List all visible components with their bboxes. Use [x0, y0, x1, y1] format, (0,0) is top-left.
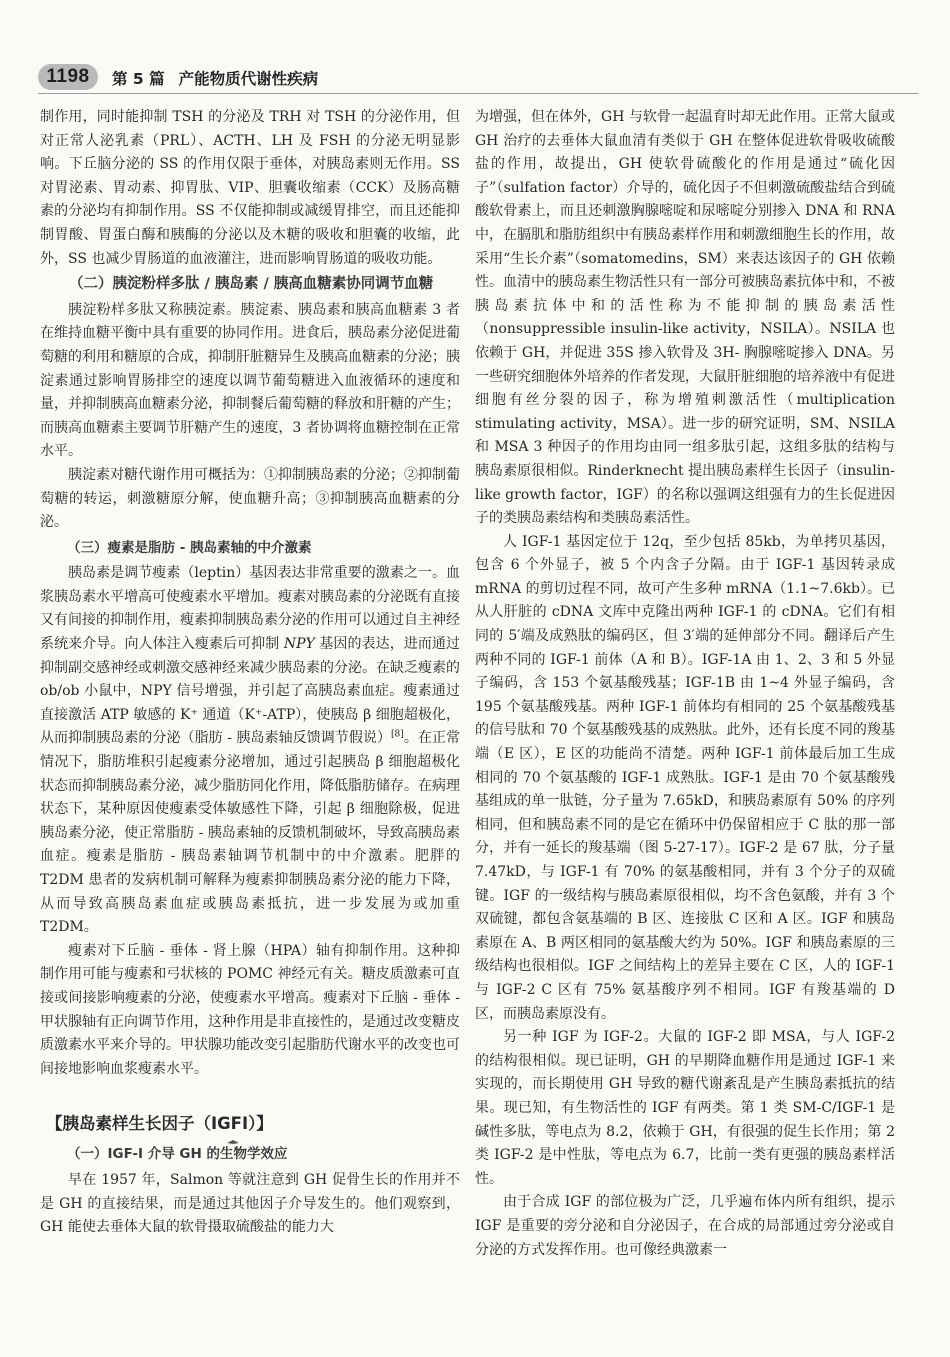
paragraph: 制作用，同时能抑制 TSH 的分泌及 TRH 对 TSH 的分泌作用，但对正常人泌乳素（PRL）、ACTH、LH 及 FSH 的分泌无明显影响。下丘脑分泌的 SS 的作用仅限于垂体，对胰岛素则无作用。SS 对胃泌素、胃动素、抑胃肽、VIP、胆囊收缩素（CCK）及肠高糖素的分泌均有抑制作用。SS 不仅能抑制或减缓胃排空，而且还能抑制胃酸、胃蛋白酶和胰酶的分泌以及木糖的吸收和胆囊的收缩，此外，SS 也减少胃肠道的血液灌注，进而影响胃肠道的吸收功能。 [40, 109, 460, 267]
paragraph: 人 IGF-1 基因定位于 12q，至少包括 85kb，为单拷贝基因，包含 6 个外显子，被 5 个内含子分隔。由于 IGF-1 基因转录成 mRNA 的剪切过程不同，故可产生多种 mRNA（1.1~7.6kb）。已从人肝脏的 cDNA 文库中克隆出两种 IGF-1 的 cDNA。它们有相同的 5′端及成熟肽的编码区，但 3′端的延伸部分不同。翻译后产生两种不同的 IGF-1 前体（A 和 B）。IGF-1A 由 1、2、3 和 5 外显子编码，含 153 个氨基酸残基；IGF-1B 由 1~4 外显子编码，含 195 个氨基酸残基。两种 IGF-1 前体均有相同的 25 个氨基酸残基的信号肽和 70 个氨基酸残基的成熟肽。此外，还有长度不同的羧基端（E 区），E 区的功能尚不清楚。两种 IGF-1 前体最后加工生成相同的 70 个氨基酸的 IGF-1 成熟肽。IGF-1 是由 70 个氨基酸残基组成的单一肽链，分子量为 7.65kD，和胰岛素原有 50% 的序列相同，但和胰岛素不同的是它在循环中仍保留相应于 C 肽的那一部分，并有一延长的羧基端（图 5-27-17）。IGF-2 是 67 肽，分子量 7.47kD，与 IGF-1 有 70% 的氨基酸相同，并有 3 个分子的双硫键。IGF 的一级结构与胰岛素原很相似，均不含色氨酸，并有 3 个双硫键，都包含氨基端的 B 区、连接肽 C 区和 A 区。IGF 和胰岛素原在 A、B 两区相同的氨基酸大约为 50%。IGF 和胰岛素原的三级结构也很相似。IGF 之间结构上的差异主要在 C 区，人的 IGF-1 与 IGF-2 C 区有 75% 氨基酸序列不相同。IGF 有羧基端的 D 区，而胰岛素原没有。 [475, 533, 895, 1022]
paragraph: 另一种 IGF 为 IGF-2。大鼠的 IGF-2 即 MSA，与人 IGF-2 的结构很相似。现已证明，GH 的早期降血糖作用是通过 IGF-1 来实现的，而长期使用 GH 导致的糖代谢紊乱是产生胰岛素抵抗的结果。现已知，有生物活性的 IGF 有两类。第 1 类 SM-C/IGF-1 是碱性多肽，等电点为 8.2，依赖于 GH，有很强的促生长作用；第 2 类 IGF-2 是中性肽，等电点为 6.7，比前一类有更强的胰岛素样活性。 [475, 1029, 895, 1187]
citation: [8] [391, 729, 404, 740]
subheading: （一）IGF-I 介导 GH 的生物学效应 [67, 1146, 288, 1163]
paragraph: 瘦素对下丘脑 - 垂体 - 肾上腺（HPA）轴有抑制作用。这种抑制作用可能与瘦素和弓状核的 POMC 神经元有关。糖皮质激素可直接或间接影响瘦素的分泌，使瘦素水平增高。瘦素对下丘脑 - 垂体 - 甲状腺轴有正向调节作用，这种作用是非直接性的，是通过改变糖皮质激素水平来介导的。甲状腺功能改变引起脂肪代谢水平的改变也可间接地影响血浆瘦素水平。 [40, 942, 460, 1077]
page-header [38, 62, 918, 92]
decorative-mark [226, 1139, 240, 1145]
page-number: 1198 [38, 64, 98, 90]
paragraph: 由于合成 IGF 的部位极为广泛，几乎遍布体内所有组织，提示 IGF 是重要的旁分泌和自分泌因子，在合成的局部通过旁分泌或自分泌的方式发挥作用。也可像经典激素一 [475, 1194, 895, 1258]
text-run: 胰岛素是调节瘦素（leptin）基因表达非常重要的激素之一。血浆胰岛素水平增高可使瘦素水平增加。瘦素对胰岛素的分泌既有直接又有间接的抑制作用，瘦素抑制胰岛素分泌的作用可以通过自主神经系统来介导。向人体注入瘦素后可抑制 [40, 565, 460, 653]
paragraph: 早在 1957 年，Salmon 等就注意到 GH 促骨生长的作用并不是 GH 的直接结果，而是通过其他因子介导发生的。他们观察到，GH 能使去垂体大鼠的软骨摄取硫酸盐的能力大 [40, 1171, 460, 1236]
part-title: 产能物质代谢性疾病 [178, 70, 319, 88]
section-title: 【胰岛素样生长因子（IGFI）】 [46, 1114, 273, 1134]
left-column [40, 106, 460, 1240]
paragraph: 胰淀粉样多肽又称胰淀素。胰淀素、胰岛素和胰高血糖素 3 者在维持血糖平衡中具有重要的协同作用。进食后，胰岛素分泌促进葡萄糖的利用和糖原的合成，抑制肝脏糖异生及胰高血糖素的分泌；胰淀素通过影响胃肠排空的速度以调节葡萄糖进入血液循环的速度和量，并抑制胰高血糖素分泌，抑制餐后葡萄糖的释放和肝糖的产生；而胰高血糖素主要调节肝糖产生的速度，3 者协调将血糖控制在正常水平。 [40, 301, 460, 460]
text-run: 基因的表达，进而通过抑制副交感神经或刺激交感神经来减少胰岛素的分泌。在缺乏瘦素的 ob/ob 小鼠中，NPY 信号增强，并引起了高胰岛素血症。瘦素通过直接激活 ATP 敏感的 K⁺ 通道（K⁺-ATP），使胰岛 β 细胞超极化，从而抑制胰岛素的分泌（脂肪 - 胰岛素轴反馈调节假说） [40, 636, 461, 747]
subheading: （二）胰淀粉样多肽 / 胰岛素 / 胰高血糖素协同调节血糖 [69, 276, 434, 293]
text-run: 。在正常情况下，脂肪堆积引起瘦素分泌增加，通过引起胰岛 β 细胞超极化状态而抑制胰岛素分泌，减少脂肪同化作用，降低脂肪储存。在病理状态下，某种原因使瘦素受体敏感性下降，引起 β 细胞除极，促进胰岛素分泌，使正常脂肪 - 胰岛素轴的反馈机制破坏，导致高胰岛素血症。瘦素是脂肪 - 胰岛素轴调节机制中的中介激素。肥胖的 T2DM 患者的发病机制可解释为瘦素抑制胰岛素分泌的能力下降，从而导致高胰岛素血症或胰岛素抵抗，进一步发展为或加重 T2DM。 [40, 730, 460, 936]
part-label: 第 5 篇 [112, 70, 165, 88]
right-column [475, 106, 895, 1262]
paragraph [40, 562, 460, 940]
gene-name: NPY [283, 636, 315, 653]
subheading: （三）瘦素是脂肪 - 胰岛素轴的中介激素 [67, 539, 312, 556]
running-head [112, 67, 332, 89]
header-rule [38, 93, 918, 94]
paragraph: 为增强，但在体外，GH 与软骨一起温育时却无此作用。正常大鼠或 GH 治疗的去垂体大鼠血清有类似于 GH 在整体促进软骨吸收硫酸盐的作用，故提出，GH 使软骨硫酸化的作用是通过“硫化因子”（sulfation factor）介导的，硫化因子不但刺激硫酸盐结合到硫酸软骨素上，而且还刺激胸腺嘧啶和尿嘧啶分别掺入 DNA 和 RNA 中，在膈肌和脂肪组织中有胰岛素样作用和刺激细胞生长的作用，故采用“生长介素”（somatomedins，SM）来表达该因子的 GH 依赖性。血清中的胰岛素生物活性只有一部分可被胰岛素抗体中和，不被胰岛素抗体中和的活性称为不能抑制的胰岛素活性（nonsuppressible insulin-like activity，NSILA）。NSILA 也依赖于 GH，并促进 35S 掺入软骨及 3H- 胸腺嘧啶掺入 DNA。另一些研究细胞体外培养的作者发现，大鼠肝脏细胞的培养液中有促进细胞有丝分裂的因子，称为增殖刺激活性（multiplication stimulating activity，MSA）。进一步的研究证明，SM、NSILA 和 MSA 3 种因子的作用均由同一组多肽引起，这组多肽的结构与胰岛素原很相似。Rinderknecht 提出胰岛素样生长因子（insulin-like growth factor，IGF）的名称以强调这组强有力的生长促进因子的类胰岛素结构和类胰岛素活性。 [475, 109, 895, 527]
paragraph: 胰淀素对糖代谢作用可概括为：①抑制胰岛素的分泌；②抑制葡萄糖的转运，刺激糖原分解，使血糖升高；③抑制胰高血糖素的分泌。 [40, 466, 460, 531]
